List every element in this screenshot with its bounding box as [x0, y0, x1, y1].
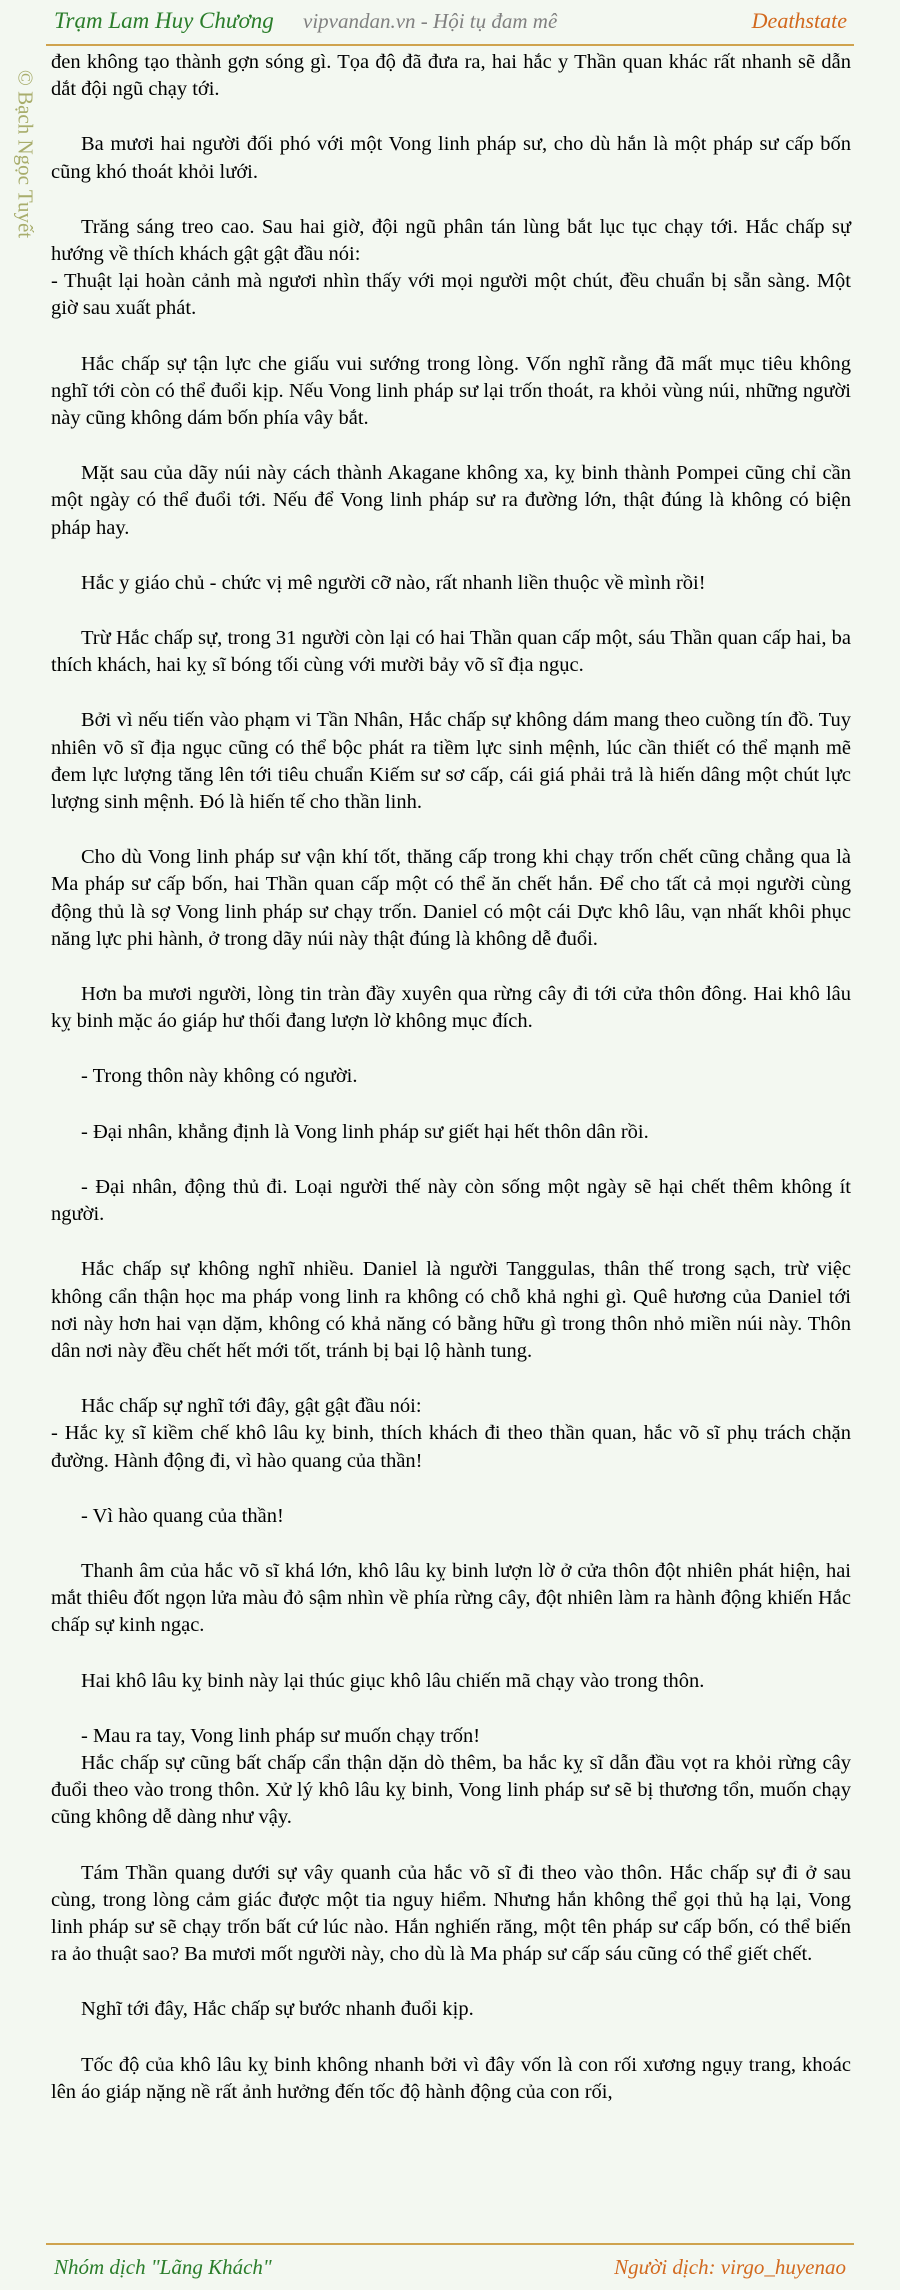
paragraph	[51, 570, 851, 597]
site-name: Trạm Lam Huy Chương	[54, 8, 274, 33]
paragraph	[51, 1503, 851, 1530]
paragraph	[51, 1723, 851, 1832]
paragraph-text: - Mau ra tay, Vong linh pháp sư muốn chạy trốn!	[81, 1724, 481, 1747]
paragraph-text: Hắc chấp sự không nghĩ nhiều. Daniel là người Tanggulas, thân thế trong sạch, trừ việc không cẩn thận học ma pháp vong linh ra không có chỗ khả nghi gì. Quê hương của Daniel tới nơi này hơn hai vạn dặm, không có khả năng có bằng hữu gì trong thôn nhỏ miền núi này. Thôn dân nơi này đều chết hết mới tốt, tránh bị bại lộ hành tung.	[51, 1258, 851, 1362]
paragraph-text: - Trong thôn này không có người.	[81, 1065, 358, 1088]
paragraph	[51, 1860, 851, 1969]
paragraph-text: Cho dù Vong linh pháp sư vận khí tốt, thăng cấp trong khi chạy trốn chết cũng chẳng qua là Ma pháp sư cấp bốn, hai Thần quan cấp một có thể ăn chết hắn. Để cho tất cả mọi người cùng động thủ là sợ Vong linh pháp sư chạy trốn. Daniel có một cái Dực khô lâu, vạn nhất khôi phục năng lực phi hành, ở trong dãy núi này thật đúng là không dễ đuổi.	[51, 846, 851, 950]
paragraph-text: Trừ Hắc chấp sự, trong 31 người còn lại có hai Thần quan cấp một, sáu Thần quan cấp hai, ba thích khách, hai kỵ sĩ bóng tối cùng với mười bảy võ sĩ địa ngục.	[51, 627, 851, 677]
copyright-watermark	[10, 52, 40, 257]
paragraph	[51, 214, 851, 323]
paragraph-text: Hơn ba mươi người, lòng tin tràn đầy xuyên qua rừng cây đi tới cửa thôn đông. Hai khô lâu kỵ binh mặc áo giáp hư thối đang lượn lờ không mục đích.	[51, 983, 851, 1033]
paragraph	[51, 351, 851, 433]
paragraph-text: Hắc chấp sự tận lực che giấu vui sướng trong lòng. Vốn nghĩ rằng đã mất mục tiêu không nghĩ tới còn có thể đuổi kịp. Nếu Vong linh pháp sư lại trốn thoát, ra khỏi vùng núi, những người này cũng không dám bốn phía vây bắt.	[51, 352, 851, 430]
translation-group: Nhóm dịch "Lãng Khách"	[54, 2255, 272, 2279]
paragraph-text: Hai khô lâu kỵ binh này lại thúc giục khô lâu chiến mã chạy vào trong thôn.	[81, 1669, 705, 1692]
paragraph-text: Thanh âm của hắc võ sĩ khá lớn, khô lâu kỵ binh lượn lờ ở cửa thôn đột nhiên phát hiện, hai mắt thiêu đốt ngọn lửa màu đỏ sậm nhìn về phía rừng cây, đột nhiên làm ra hành động khiến Hắc chấp sự kinh ngạc.	[51, 1559, 851, 1637]
paragraph	[51, 460, 851, 542]
paragraph-continuation: - Hắc kỵ sĩ kiềm chế khô lâu kỵ binh, thích khách đi theo thần quan, hắc võ sĩ phụ trách chặn đường. Hành động đi, vì hào quang của thần!	[51, 1422, 851, 1472]
paragraph	[51, 1256, 851, 1365]
paragraph-text: - Đại nhân, động thủ đi. Loại người thế này còn sống một ngày sẽ hại chết thêm không ít người.	[51, 1175, 851, 1226]
paragraph-text: đen không tạo thành gợn sóng gì. Tọa độ đã đưa ra, hai hắc y Thần quan khác rất nhanh sẽ dẫn dắt đội ngũ chạy tới.	[51, 51, 851, 101]
paragraph	[51, 1558, 851, 1640]
page-footer	[0, 2248, 900, 2288]
paragraph	[51, 131, 851, 185]
paragraph	[51, 1393, 851, 1475]
paragraph-continuation: - Thuật lại hoàn cảnh mà ngươi nhìn thấy với mọi người một chút, đều chuẩn bị sẵn sàng. Một giờ sau xuất phát.	[51, 270, 851, 320]
paragraph-text: Mặt sau của dãy núi này cách thành Akagane không xa, kỵ binh thành Pompei cũng chỉ cần một ngày có thể đuổi tới. Nếu để Vong linh pháp sư ra đường lớn, thật đúng là không có biện pháp hay.	[51, 462, 851, 539]
paragraph-text: Hắc chấp sự nghĩ tới đây, gật gật đầu nói:	[81, 1395, 422, 1418]
paragraph	[51, 1174, 851, 1228]
header-divider	[46, 44, 854, 46]
site-url: vipvandan.vn - Hội tụ đam mê	[303, 9, 558, 33]
paragraph	[51, 707, 851, 816]
page-header	[0, 0, 900, 46]
footer-divider	[46, 2243, 854, 2245]
paragraph	[51, 625, 851, 679]
translator-credit: Người dịch: virgo_huyenao	[614, 2255, 846, 2279]
paragraph-text: Tốc độ của khô lâu kỵ binh không nhanh bởi vì đây vốn là con rối xương ngụy trang, khoác lên áo giáp nặng nề rất ảnh hưởng đến tốc độ hành động của con rối,	[51, 2053, 851, 2103]
paragraph	[51, 844, 851, 953]
paragraph-continuation: Hắc chấp sự cũng bất chấp cẩn thận dặn dò thêm, ba hắc kỵ sĩ dẫn đầu vọt ra khỏi rừng cây đuổi theo vào trong thôn. Xử lý khô lâu kỵ binh, Vong linh pháp sư sẽ bị thương tổn, muốn chạy cũng không dễ dàng như vậy.	[51, 1751, 851, 1829]
paragraph-text: - Vì hào quang của thần!	[81, 1504, 284, 1527]
paragraph-text: Hắc y giáo chủ - chức vị mê người cỡ nào, rất nhanh liền thuộc về mình rồi!	[81, 571, 706, 594]
paragraph-text: Bởi vì nếu tiến vào phạm vi Tần Nhân, Hắc chấp sự không dám mang theo cuồng tín đồ. Tuy nhiên võ sĩ địa ngục cũng có thể bộc phát ra tiềm lực sinh mệnh, lúc cần thiết có thể mạnh mẽ đem lực lượng tăng lên tới tiêu chuẩn Kiếm sư sơ cấp, cái giá phải trả là hiến dâng một chút lực lượng sinh mệnh. Đó là hiến tế cho thần linh.	[51, 709, 851, 814]
paragraph	[51, 981, 851, 1035]
paragraph-text: Tám Thần quang dưới sự vây quanh của hắc võ sĩ đi theo vào thôn. Hắc chấp sự đi ở sau cùng, trong lòng cảm giác được một tia nguy hiểm. Nhưng hắn không thể gọi thủ hạ lại, Vong linh pháp sư sẽ chạy trốn bất cứ lúc nào. Hắn nghiến răng, một tên pháp sư cấp bốn, có thể biến ra ảo thuật sao? Ba mươi mốt người này, cho dù là Ma pháp sư cấp sáu cũng có thể giết chết.	[51, 1861, 851, 1966]
watermark-text: © Bạch Ngọc Tuyết	[13, 69, 38, 239]
paragraph	[51, 1063, 851, 1090]
paragraph	[51, 49, 851, 103]
paragraph-text: - Đại nhân, khẳng định là Vong linh pháp sư giết hại hết thôn dân rồi.	[81, 1120, 649, 1143]
paragraph	[51, 1668, 851, 1695]
chapter-text	[51, 49, 851, 2134]
paragraph-text: Trăng sáng treo cao. Sau hai giờ, đội ngũ phân tán lùng bắt lục tục chạy tới. Hắc chấp sự hướng về thích khách gật gật đầu nói:	[51, 215, 851, 266]
novel-name: Deathstate	[751, 8, 847, 33]
paragraph	[51, 2052, 851, 2106]
paragraph	[51, 1996, 851, 2023]
paragraph	[51, 1119, 851, 1146]
paragraph-text: Nghĩ tới đây, Hắc chấp sự bước nhanh đuổi kịp.	[81, 1998, 474, 2021]
paragraph-text: Ba mươi hai người đối phó với một Vong linh pháp sư, cho dù hắn là một pháp sư cấp bốn cũng khó thoát khỏi lưới.	[51, 133, 851, 183]
